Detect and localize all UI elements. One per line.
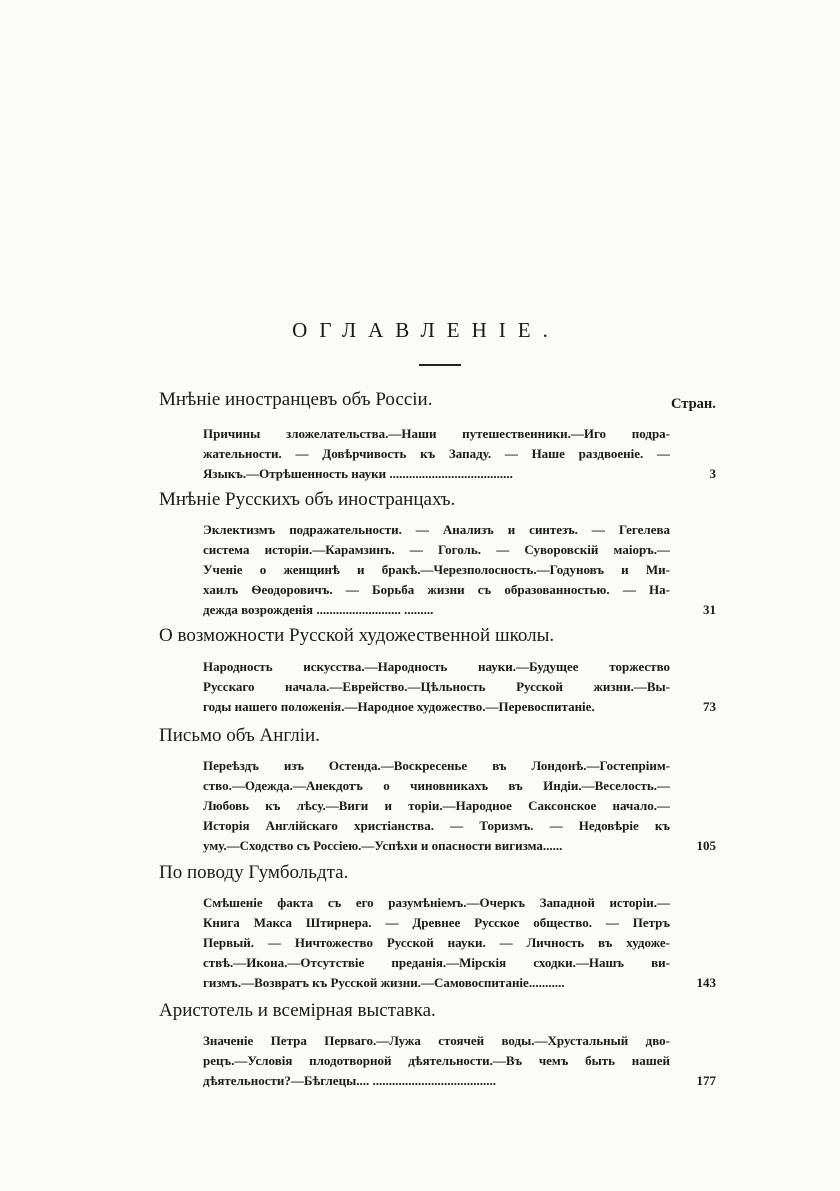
title-divider	[419, 364, 461, 366]
page-column-label: Стран.	[671, 396, 716, 412]
page-number: 177	[696, 1073, 716, 1088]
page-number: 105	[696, 838, 716, 853]
section-line: Эклектизмъ подражательности. — Анализъ и синтезъ. — Гегелева	[203, 522, 670, 537]
section-line: ствѣ.—Икона.—Отсутствіе преданія.—Мірскія сходки.—Нашъ ви-	[203, 955, 670, 970]
section-line: Смѣшеніе факта съ его разумѣніемъ.—Очеркъ Западной исторіи.—	[203, 895, 670, 910]
section-line: дежда возрожденія .......................... .........	[203, 602, 434, 617]
section-line: хаилъ Ѳеодоровичъ. — Борьба жизни съ образованностью. — На-	[203, 582, 670, 597]
section-line: система исторіи.—Карамзинъ. — Гоголь. — Суворовскій маіоръ.—	[203, 542, 670, 557]
section-line: Переѣздъ изъ Остенда.—Воскресенье въ Лондонѣ.—Гостепріим-	[203, 758, 670, 773]
page-number: 73	[703, 699, 716, 714]
section-line: Любовь къ лѣсу.—Виги и торіи.—Народное Саксонское начало.—	[203, 798, 670, 813]
section-line: Языкъ.—Отрѣшенность науки ......................................	[203, 466, 513, 481]
page-number: 3	[709, 466, 716, 481]
section-line: Исторія Англійскаго христіанства. — Торизмъ. — Недовѣріе къ	[203, 818, 670, 833]
section-line: Ученіе о женщинѣ и бракѣ.—Черезполосность.—Годуновъ и Ми-	[203, 562, 670, 577]
section-line: гизмъ.—Возвратъ къ Русской жизни.—Самовоспитаніе...........	[203, 975, 565, 990]
page-title: ОГЛАВЛЕНІЕ.	[292, 318, 560, 342]
section-line: рецъ.—Условія плодотворной дѣятельности.—Въ чемъ быть нашей	[203, 1053, 670, 1068]
section-heading: О возможности Русской художественной школы.	[159, 625, 555, 646]
section-line: Причины зложелательства.—Наши путешественники.—Иго подра-	[203, 426, 670, 441]
section-line: Книга Макса Штирнера. — Древнее Русское общество. — Петръ	[203, 915, 670, 930]
section-line: дѣятельности?—Бѣглецы.... ......................................	[203, 1073, 496, 1088]
section-line: жательности. — Довѣрчивость къ Западу. — Наше раздвоеніе. —	[203, 446, 670, 461]
section-line: Первый. — Ничтожество Русской науки. — Личность въ художе-	[203, 935, 670, 950]
section-line: Народность искусства.—Народность науки.—Будущее торжество	[203, 659, 670, 674]
section-line: уму.—Сходство съ Россіею.—Успѣхи и опасности вигизма......	[203, 838, 563, 853]
section-heading: Мнѣніе Русскихъ объ иностранцахъ.	[159, 489, 456, 510]
section-line: Значеніе Петра Перваго.—Лужа стоячей воды.—Хрустальный дво-	[203, 1033, 670, 1048]
page-number: 143	[696, 975, 716, 990]
section-heading: Мнѣніе иностранцевъ объ Россіи.	[159, 389, 433, 410]
page-number: 31	[703, 602, 716, 617]
section-line: ство.—Одежда.—Анекдотъ о чиновникахъ въ Индіи.—Веселость.—	[203, 778, 670, 793]
section-line: Русскаго начала.—Еврейство.—Цѣльность Русской жизни.—Вы-	[203, 679, 670, 694]
section-heading: Аристотель и всемірная выставка.	[159, 1000, 436, 1021]
section-heading: По поводу Гумбольдта.	[159, 862, 349, 883]
section-line: годы нашего положенія.—Народное художество.—Перевоспитаніе.	[203, 699, 595, 714]
section-heading: Письмо объ Англіи.	[159, 725, 320, 746]
